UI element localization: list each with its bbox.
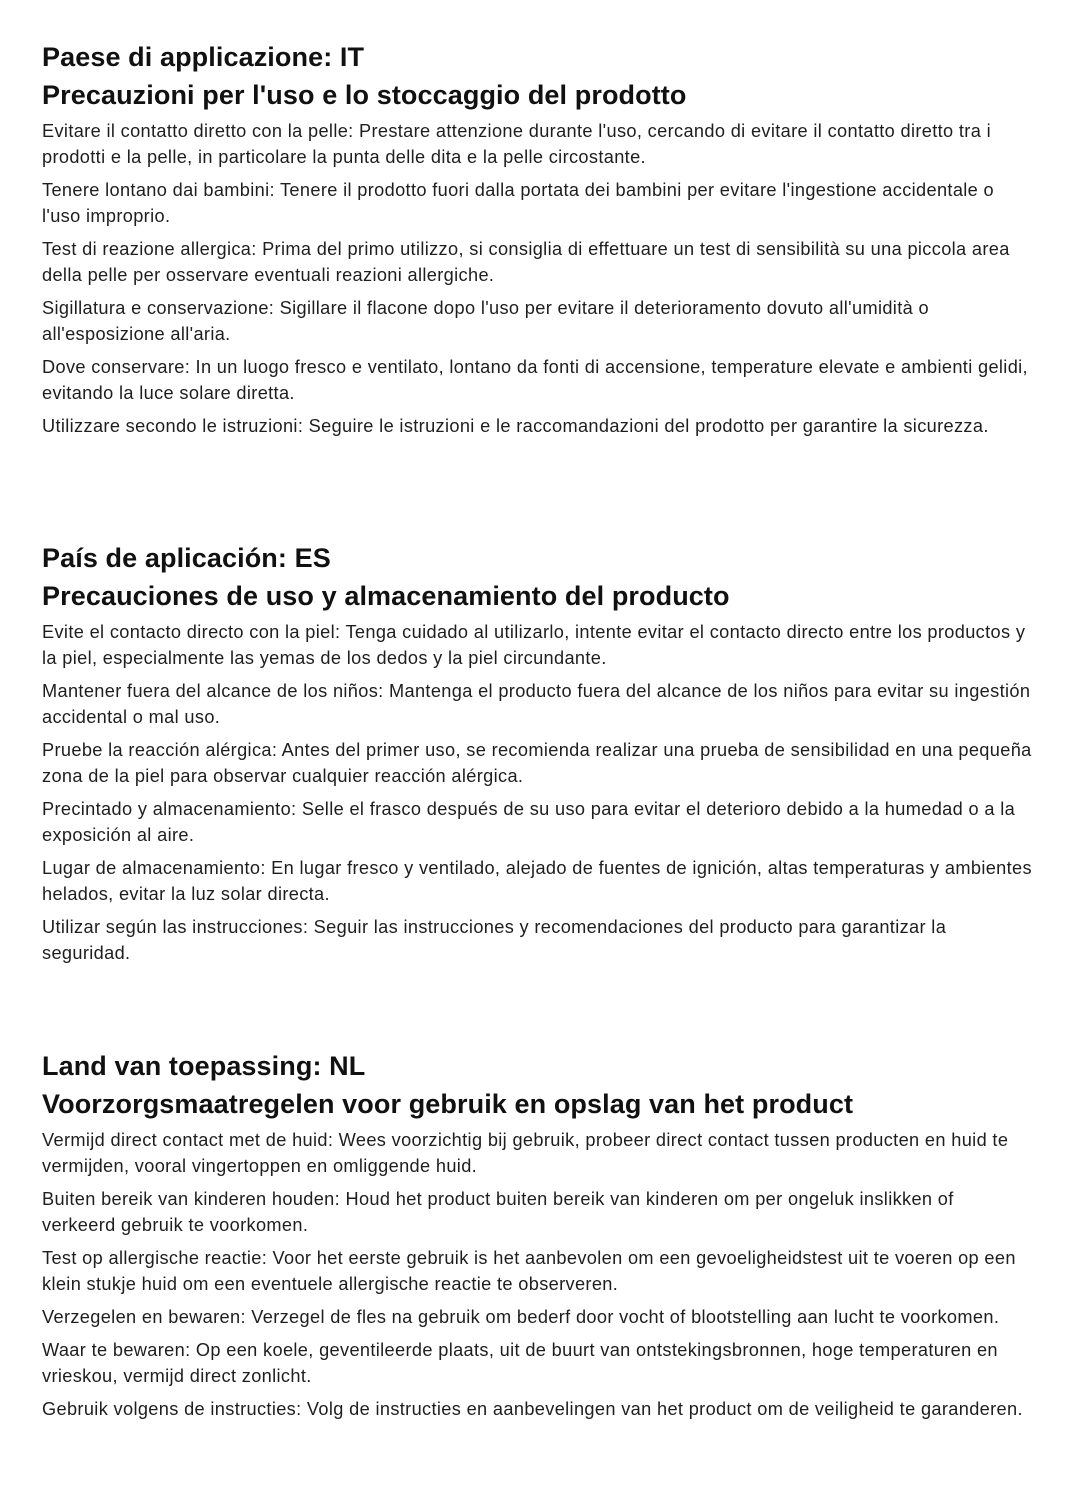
country-heading: Land van toepassing: NL xyxy=(42,1051,366,1081)
precaution-item: Evitare il contatto diretto con la pelle: Prestare attenzione durante l'uso, cercando di evitare il contatto diretto tra i prodotti e la pelle, in particolare la punta delle dita e la pelle circostante. xyxy=(42,121,991,167)
precaution-item: Buiten bereik van kinderen houden: Houd het product buiten bereik van kinderen om per ongeluk inslikken of verkeerd gebruik te voorkomen. xyxy=(42,1189,954,1235)
section-title: Precauciones de uso y almacenamiento del producto xyxy=(42,581,730,611)
precaution-item: Gebruik volgens de instructies: Volg de instructies en aanbevelingen van het product om de veiligheid te garanderen. xyxy=(42,1399,1023,1419)
precaution-item: Mantener fuera del alcance de los niños: Mantenga el producto fuera del alcance de los niños para evitar su ingestión accidental o mal uso. xyxy=(42,681,1031,727)
section-title: Voorzorgsmaatregelen voor gebruik en opslag van het product xyxy=(42,1089,854,1119)
section-nl xyxy=(42,1047,1032,1429)
precaution-item: Dove conservare: In un luogo fresco e ventilato, lontano da fonti di accensione, temperature elevate e ambienti gelidi, evitando la luce solare diretta. xyxy=(42,357,1028,403)
precaution-item: Tenere lontano dai bambini: Tenere il prodotto fuori dalla portata dei bambini per evitare l'ingestione accidentale o l'uso improprio. xyxy=(42,180,995,226)
precaution-item: Test op allergische reactie: Voor het eerste gebruik is het aanbevolen om een gevoeligheidstest uit te voeren op een klein stukje huid om een eventuele allergische reactie te observeren. xyxy=(42,1248,1016,1294)
section-it xyxy=(42,38,1032,446)
precaution-list xyxy=(42,118,1032,439)
precaution-list xyxy=(42,1127,1032,1422)
precaution-item: Waar te bewaren: Op een koele, geventileerde plaats, uit de buurt van ontstekingsbronnen, hoge temperaturen en vrieskou, vermijd direct zonlicht. xyxy=(42,1340,998,1386)
precaution-item: Utilizar según las instrucciones: Seguir las instrucciones y recomendaciones del producto para garantizar la seguridad. xyxy=(42,917,947,963)
country-heading: Paese di applicazione: IT xyxy=(42,42,365,72)
section-es xyxy=(42,539,1032,973)
precaution-item: Lugar de almacenamiento: En lugar fresco y ventilado, alejado de fuentes de ignición, altas temperaturas y ambientes helados, evitar la luz solar directa. xyxy=(42,858,1032,904)
precaution-item: Vermijd direct contact met de huid: Wees voorzichtig bij gebruik, probeer direct contact tussen producten en huid te vermijden, vooral vingertoppen en omliggende huid. xyxy=(42,1130,1009,1176)
precaution-item: Evite el contacto directo con la piel: Tenga cuidado al utilizarlo, intente evitar el contacto directo entre los productos y la piel, especialmente las yemas de los dedos y la piel circundante. xyxy=(42,622,1026,668)
precaution-list xyxy=(42,619,1032,966)
section-title: Precauzioni per l'uso e lo stoccaggio del prodotto xyxy=(42,80,687,110)
precaution-item: Utilizzare secondo le istruzioni: Seguire le istruzioni e le raccomandazioni del prodotto per garantire la sicurezza. xyxy=(42,416,989,436)
precaution-item: Sigillatura e conservazione: Sigillare il flacone dopo l'uso per evitare il deterioramento dovuto all'umidità o all'esposizione all'aria. xyxy=(42,298,929,344)
precaution-item: Precintado y almacenamiento: Selle el frasco después de su uso para evitar el deterioro debido a la humedad o a la exposición al aire. xyxy=(42,799,1016,845)
precaution-item: Test di reazione allergica: Prima del primo utilizzo, si consiglia di effettuare un test di sensibilità su una piccola area della pelle per osservare eventuali reazioni allergiche. xyxy=(42,239,1010,285)
precaution-item: Pruebe la reacción alérgica: Antes del primer uso, se recomienda realizar una prueba de sensibilidad en una pequeña zona de la piel para observar cualquier reacción alérgica. xyxy=(42,740,1032,786)
country-heading: País de aplicación: ES xyxy=(42,543,331,573)
precaution-item: Verzegelen en bewaren: Verzegel de fles na gebruik om bederf door vocht of blootstelling aan lucht te voorkomen. xyxy=(42,1307,1000,1327)
